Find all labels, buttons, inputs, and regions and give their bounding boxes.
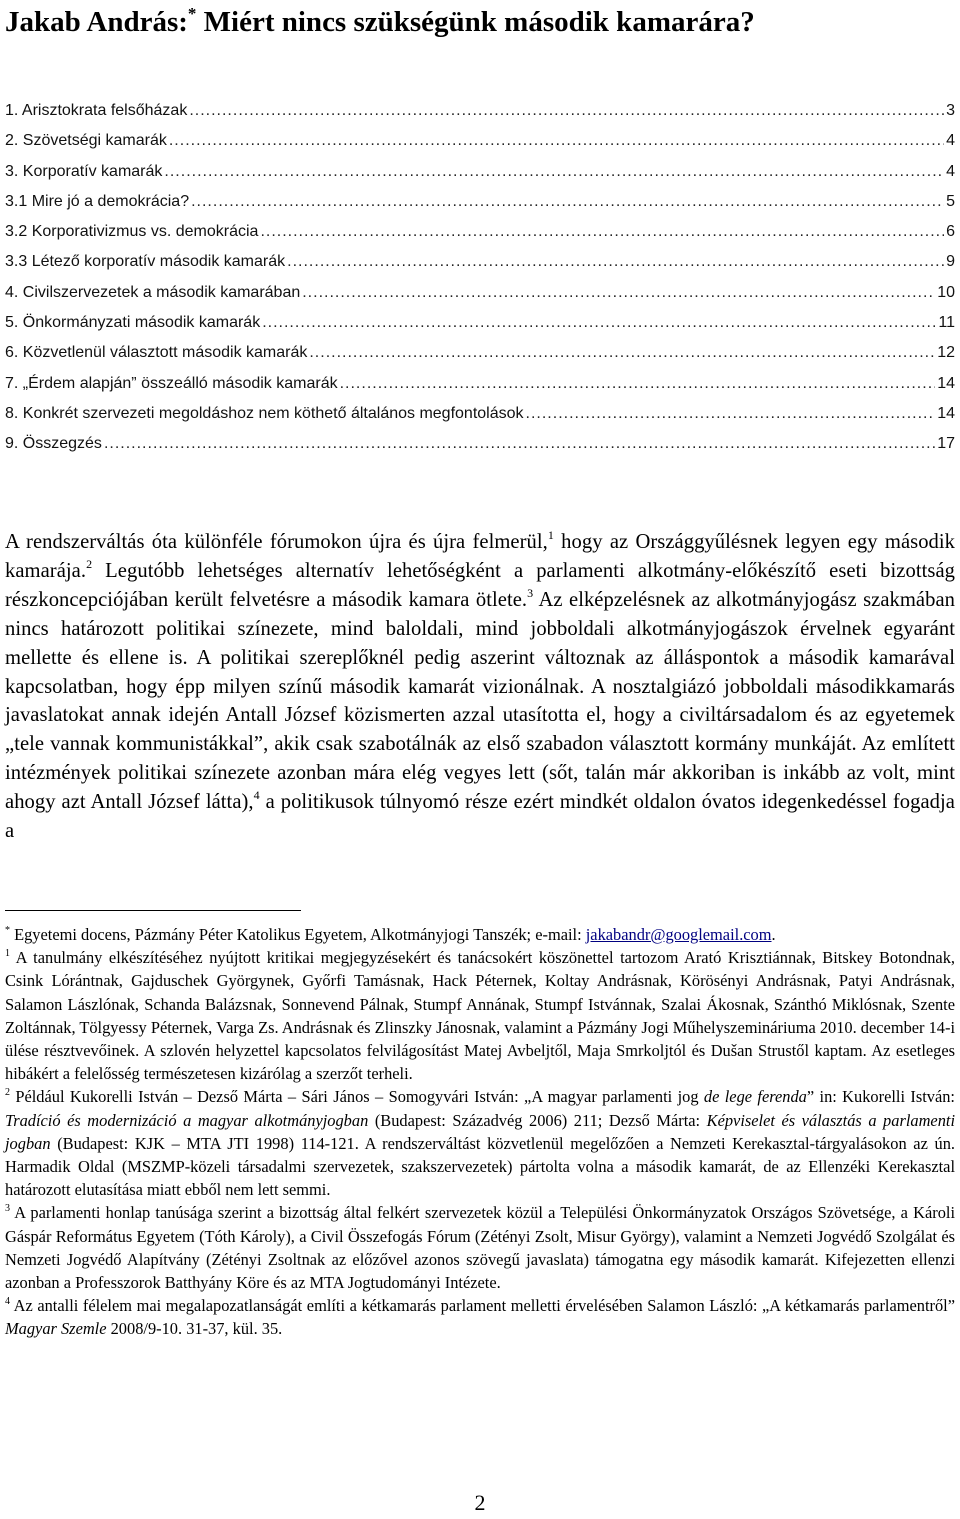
title-author: Jakab András:: [5, 6, 188, 38]
body-text-segment: Legutóbb lehetséges alternatív lehetőségként a parlamenti alkotmány-előkészítő eseti bizottság részkoncepciójában került felvetésre a második kamara ötlete.: [5, 559, 955, 611]
table-of-contents: [5, 96, 955, 460]
toc-entry-page: 10: [937, 283, 955, 301]
footnote-text: Az antalli félelem mai megalapozatlanságát említi a kétkamarás parlament melletti érvelésében Salamon László: „A kétkamarás parlamentről”: [10, 1296, 955, 1316]
toc-entry-label: 1. Arisztokrata felsőházak: [5, 102, 188, 119]
footnote-text: A tanulmány elkészítéséhez nyújtott kritikai megjegyzésekért és tanácsokért köszönettel tartozom Arató Krisztiánnak, Bitskey Botondnak, Csink Lórántnak, Gajduschek Györgynek, Győrfi Tamásnak, Hack Péternek, Koltay Andrásnak, Körösényi Andrásnak, Patyi Andrásnak, Salamon Lászlónak, Schanda Balázsnak, Sonnevend Pálnak, Stumpf Annának, Stumpf Istvánnak, Szalai Ákosnak, Szánthó Miklósnak, Szente Zoltánnak, Tölgyessy Péternek, Varga Zs. Andrásnak és Zlinszky Jánosnak, valamint a Pázmány Jogi Műhelyszemináriuma 2010. december 14-i ülése résztvevőinek. A szlovén helyzettel kapcsolatos felvilágosítást Matej Avbeljtől, Maja Smrkoljtól és Dušan Strustől kaptam. Az esetleges hibákért a felelősség természetesen kizárólag a szerzőt terheli.: [5, 948, 955, 1084]
footnote-text: A parlamenti honlap tanúsága szerint a bizottság által felkért szervezetek közül a Települési Önkormányzatok Országos Szövetsége, a Károli Gáspár Református Egyetem (Tóth Károly), a Civil Összefogás Fórum (Zétényi Zsolt, Misur György), valamint a Nemzeti Jogvédő Szolgálat és Nemzeti Jogvédő Alapítvány (Zétényi Zsoltnak az előzővel azonos szövegű javaslata) támogatna egy második kamarát. Kifejezetten ellenzi azonban a Professzorok Batthyány Köre és az MTA Jogtudományi Intézete.: [5, 1203, 955, 1293]
footnote-mark: *: [5, 925, 10, 936]
footnote-mark: 2: [5, 1087, 10, 1099]
title-text: Miért nincs szükségünk második kamarára?: [203, 6, 755, 38]
footnote-text: Például Kukorelli István – Dezső Márta – Sári János – Somogyvári István: „A magyar parlamenti jog: [10, 1087, 704, 1107]
body-text-segment: Az elképzelésnek az alkotmányjogász szakmában nincs határozott politikai színezete, mind baloldali, mind jobboldali alkotmányjogászok érvelnek egyaránt mellette és ellene is. A politikai szereplőknél pedig aszerint változnak az álláspontok a második kamarával kapcsolatban, hogy épp milyen színű második kamarát vizionálnak. A nosztalgiázó jobboldali másodikkamarás javaslatokat annak idején Antall József közismerten azzal utasította el, hogy a civiltársadalom és az egyetemek „tele vannak kommunistákkal”, akik csak szabotálnák az első szabadon választott kormány munkáját. Az említett intézmények politikai színezete azonban mára elég vegyes lett (sőt, talán már akkoriban is inkább az volt, mint ahogy azt Antall József látta),: [5, 588, 956, 814]
footnote-text: .: [771, 925, 776, 944]
toc-leader: [287, 247, 944, 277]
toc-entry[interactable]: [5, 308, 955, 338]
toc-entry-page: 4: [946, 162, 955, 180]
toc-leader: [189, 96, 944, 126]
footnote-3: [5, 1201, 955, 1294]
footnote-mark: 1: [5, 948, 10, 960]
toc-entry[interactable]: [5, 187, 955, 217]
toc-entry-label: 3. Korporatív kamarák: [5, 162, 163, 180]
toc-entry-page: 4: [946, 132, 955, 150]
footnote-ref-4[interactable]: 4: [253, 788, 260, 803]
toc-entry[interactable]: [5, 157, 955, 187]
toc-entry-label: 5. Önkormányzati második kamarák: [5, 314, 261, 332]
body-text-segment: a politikusok túlnyomó része ezért mindkét oldalon óvatos idegenkedéssel fogadja a: [5, 791, 955, 843]
footnote-text: (Budapest: KJK – MTA JTI 1998) 114-121. A rendszerváltást közvetlenül megelőzően a Nemzeti Kerekasztal-tárgyalásokon az ún. Harmadik Oldal (MSZMP-közeli társadalmi szervezetek, szakszervezetek) pártolta volna a második kamarát, de az Ellenzéki Kerekasztal határozott elutasítása miatt ebből nem lett semmi.: [5, 1133, 955, 1200]
page-number: 2: [474, 1490, 486, 1515]
toc-leader: [262, 308, 936, 338]
footnote-italic: Tradíció és modernizáció a magyar alkotmányjogban: [5, 1110, 369, 1130]
toc-entry-page: 14: [937, 374, 955, 392]
toc-leader: [526, 399, 936, 429]
footnote-1: [5, 946, 955, 1085]
body-text-segment: hogy az Országgyűlésnek legyen egy második kamarája.: [5, 531, 956, 582]
footnote-text: (Budapest: Századvég 2006) 211; Dezső Márta:: [368, 1110, 707, 1130]
toc-entry-page: 17: [937, 435, 955, 453]
toc-entry[interactable]: [5, 126, 955, 156]
toc-entry-label: 2. Szövetségi kamarák: [5, 132, 167, 150]
toc-leader: [309, 338, 935, 368]
footnotes: [5, 923, 955, 1341]
toc-leader: [302, 278, 935, 308]
toc-entry[interactable]: [5, 247, 955, 277]
toc-entry[interactable]: [5, 399, 955, 429]
toc-entry-page: 12: [937, 344, 955, 362]
toc-entry[interactable]: [5, 96, 955, 126]
footnote-separator: [5, 910, 301, 911]
toc-entry-page: 11: [938, 314, 955, 332]
toc-entry[interactable]: [5, 338, 955, 368]
toc-leader: [191, 187, 944, 217]
toc-leader: [169, 126, 944, 156]
toc-entry[interactable]: [5, 217, 955, 247]
toc-leader: [340, 369, 936, 399]
footnote-mark: 4: [5, 1296, 10, 1308]
toc-entry-label: 3.1 Mire jó a demokrácia?: [5, 192, 190, 210]
toc-entry-label: 4. Civilszervezetek a második kamarában: [5, 283, 301, 301]
toc-entry-label: 8. Konkrét szervezeti megoldáshoz nem köthető általános megfontolások: [5, 404, 524, 422]
footnote-ref-1[interactable]: 1: [547, 528, 554, 542]
toc-entry[interactable]: [5, 278, 955, 308]
footnote-2: [5, 1085, 955, 1201]
footnote-text: Egyetemi docens, Pázmány Péter Katolikus Egyetem, Alkotmányjogi Tanszék; e-mail:: [10, 925, 586, 944]
footnote-text: ” in: Kukorelli István:: [806, 1087, 955, 1107]
footnote-italic: Magyar Szemle: [5, 1319, 107, 1339]
toc-entry-label: 3.2 Korporativizmus vs. demokrácia: [5, 223, 259, 241]
toc-entry-label: 3.3 Létező korporatív második kamarák: [5, 253, 286, 271]
toc-leader: [164, 157, 944, 187]
toc-leader: [260, 217, 944, 247]
toc-entry-page: 5: [946, 192, 955, 210]
footnote-text: 2008/9-10. 31-37, kül. 35.: [106, 1319, 283, 1339]
toc-entry-label: 7. „Érdem alapján” összeálló második kamarák: [5, 374, 338, 392]
toc-entry-label: 6. Közvetlenül választott második kamarák: [5, 344, 308, 362]
footnote-4: [5, 1294, 955, 1340]
toc-entry[interactable]: [5, 429, 955, 459]
toc-entry[interactable]: [5, 369, 955, 399]
footnote-mark: 3: [5, 1203, 10, 1215]
footnote-italic: de lege ferenda: [703, 1087, 807, 1107]
footnote-ref-2[interactable]: 2: [86, 556, 93, 571]
toc-leader: [104, 429, 935, 459]
toc-entry-page: 14: [937, 404, 955, 422]
toc-entry-page: 3: [946, 102, 955, 119]
toc-entry-page: 6: [946, 223, 955, 241]
title-footnote-mark[interactable]: *: [187, 4, 197, 23]
footnote-italic: Képviselet és választás a parlamenti jogban: [5, 1110, 955, 1153]
toc-entry-label: 9. Összegzés: [5, 435, 102, 453]
footnote-author: [5, 923, 955, 946]
document-title: [5, 2, 955, 42]
body-paragraph: [5, 528, 955, 846]
toc-entry-page: 9: [946, 253, 955, 271]
author-email-link[interactable]: jakabandr@googlemail.com: [585, 925, 772, 944]
body-text-segment: A rendszerváltás óta különféle fórumokon újra és újra felmerül,: [5, 531, 548, 553]
footnote-ref-3[interactable]: 3: [527, 585, 534, 600]
